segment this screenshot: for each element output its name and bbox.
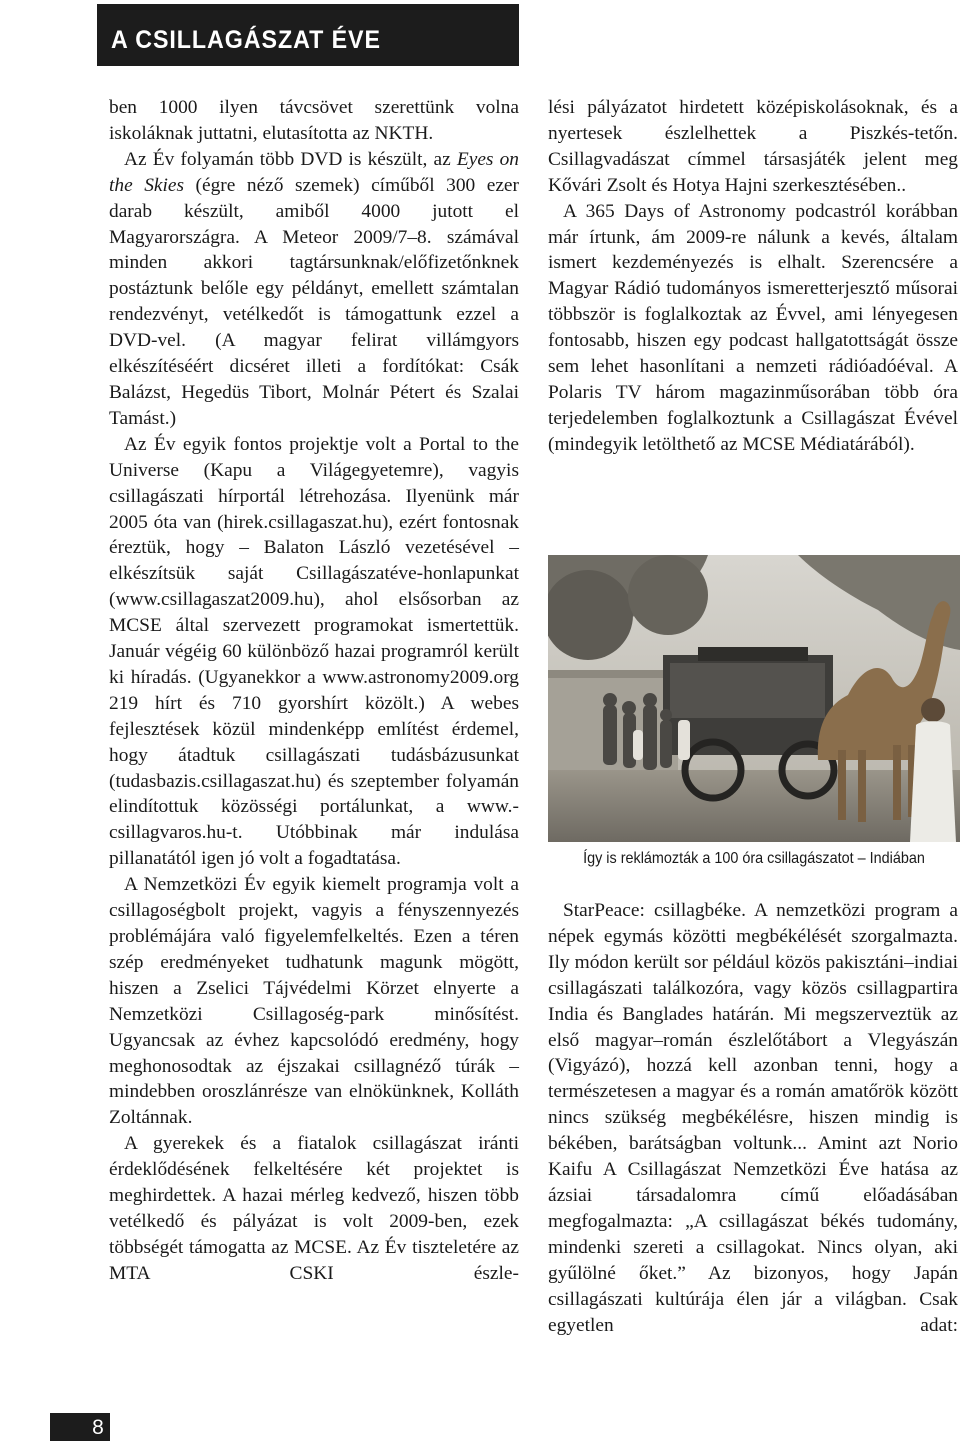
paragraph: Az Év egyik fontos projektje volt a Portal to the Universe (Kapu a Világegyetemre), vagyis csillagászati hírportál létrehozása. Ilyenünk már 2005 óta van (hirek.csillagaszat.hu), ezért fontosnak éreztük, hogy – Balaton László vezetésével – elkészítsük saját Csillagászatéve-honlapunkat (www.csillagaszat2009.hu), ahol elsősorban az MCSE által szervezett programokat ismertettük. Január végéig 60 különböző hazai programról került ki híradás. (Ugyanekkor a www.astronomy2009.org 219 hírt és 710 gyorshírt közölt.) A webes fejlesztések közül mindenképp említést érdemel, hogy átadtuk csillagászati tudásbázusunkat (tudasbazis.csillagaszat.hu) és szeptember folyamán elindítottuk közösségi portálunkat, a www.csillagvaros.hu-t. Utóbbinak már indulása pillanatától igen jó volt a fogadtatása. <box>109 433 519 870</box>
paragraph: lési pályázatot hirdetett középiskolásoknak, és a nyertesek észlelhettek a Piszkés-tetőn. Csillagvadászat címmel társasjáték jelent meg Kővári Zsolt és Hotya Hajni szerkesztésében.. <box>548 97 958 196</box>
paragraph: A gyerekek és a fiatalok csillagászat iránti érdeklődésének felkeltésére két projektet is meghirdettek. A hazai mérleg kedvező, hiszen több vetélkedő és pályázat is volt 2009-ben, ezek többségét támogatta az MCSE. Az Év tiszteletére az MTA CSKI észle- <box>109 1133 519 1284</box>
camel-cart-photo <box>548 555 960 842</box>
paragraph: ben 1000 ilyen távcsövet szerettünk volna iskoláknak juttatni, elutasította az NKTH. <box>109 97 519 144</box>
paragraph: A 365 Days of Astronomy podcastról korábban már írtunk, ám 2009-re nálunk a kevés, általam ismert kezdeményezés is elhalt. Szerencsére a Magyar Rádió tudományos ismeretterjesztő műsorai többször is foglalkoztak az Évvel, ami lényegesen fontosabb, hiszen egy podcast hallgatottságát össze sem lehet hasonlítani a nemzeti rádióadóéval. A Polaris TV három magazinműsorában több óra terjedelemben foglalkoztunk a Csillagászat Évével (mindegyik letölthető az MCSE Médiatárából). <box>548 200 958 455</box>
page-number: 8 <box>92 1416 104 1439</box>
right-text-column-bottom <box>548 898 958 1338</box>
dvd-title-italic: Eyes on the Skies <box>109 148 520 196</box>
section-title: A CSILLAGÁSZAT ÉVE <box>111 26 381 54</box>
right-text-column-top <box>548 95 958 458</box>
paragraph: Az Év folyamán több DVD is készült, az Eyes on the Skies (égre néző szemek) címűből 300 ezer darab készült, amiből 4000 jutott el Magyarországra. A Meteor 2009/7–8. számával minden akkori tagtársunknak/előfizetőnknek postáztunk belőle egy példányt, emellett számtalan rendezvényt, vetélkedőt is támogattunk ezzel a DVD-vel. (A magyar felirat villámgyors elkészítéséért dicséret illeti a fordítókat: Csák Balázst, Hegedüs Tibort, Molnár Pétert és Szalai Tamást.) <box>109 148 520 429</box>
section-header-bar <box>97 4 519 66</box>
left-text-column <box>109 95 519 1287</box>
paragraph: A Nemzetközi Év egyik kiemelt programja volt a csillagoségbolt projekt, vagyis a fényszennyezés problémájára való figyelemfelkeltés. Ezen a téren szép eredményeket tudhatunk magunk mögött, hiszen a Zselici Tájvédelmi Körzet elnyerte a Nemzetközi Csillagoség-park minősítést. Ugyancsak az évhez kapcsolódó eredmény, hogy meghonosodtak az éjszakai csillagnéző túrák – mindebben oroszlánrésze van elnökünknek, Kolláth Zoltánnak. <box>109 874 519 1129</box>
paragraph: StarPeace: csillagbéke. A nemzetközi program a népek egymás közötti megbékélését szorgalmazta. Ily módon került sor például közös pakisztáni–indiai csillagászati találkozóra, vagy közös csillagpartira India és Banglades határán. Mi megszerveztük az első magyar–román észlelőtábort a Vlegyászán (Vigyázó), hozzá kell azonban tenni, hogy a természetesen a magyar és a román amatőrök között nincs szükség megbékélésre, hiszen mindig is békében, barátságban voltunk... Amint azt Norio Kaifu A Csillagászat Nemzetközi Éve hatása az ázsiai társadalomra című előadásában megfogalmazta: „A csillagászat békés tudomány, mindenki szereti a csillagokat. Nincs olyan, aki gyűlölné őket.” Az bizonyos, hogy Japán csillagászati kultúrája élen jár a világban. Csak egyetlen adat: <box>548 900 958 1336</box>
photo-caption: Így is reklámozták a 100 óra csillagászatot – Indiában <box>583 850 925 867</box>
photo-illustration <box>548 555 960 842</box>
